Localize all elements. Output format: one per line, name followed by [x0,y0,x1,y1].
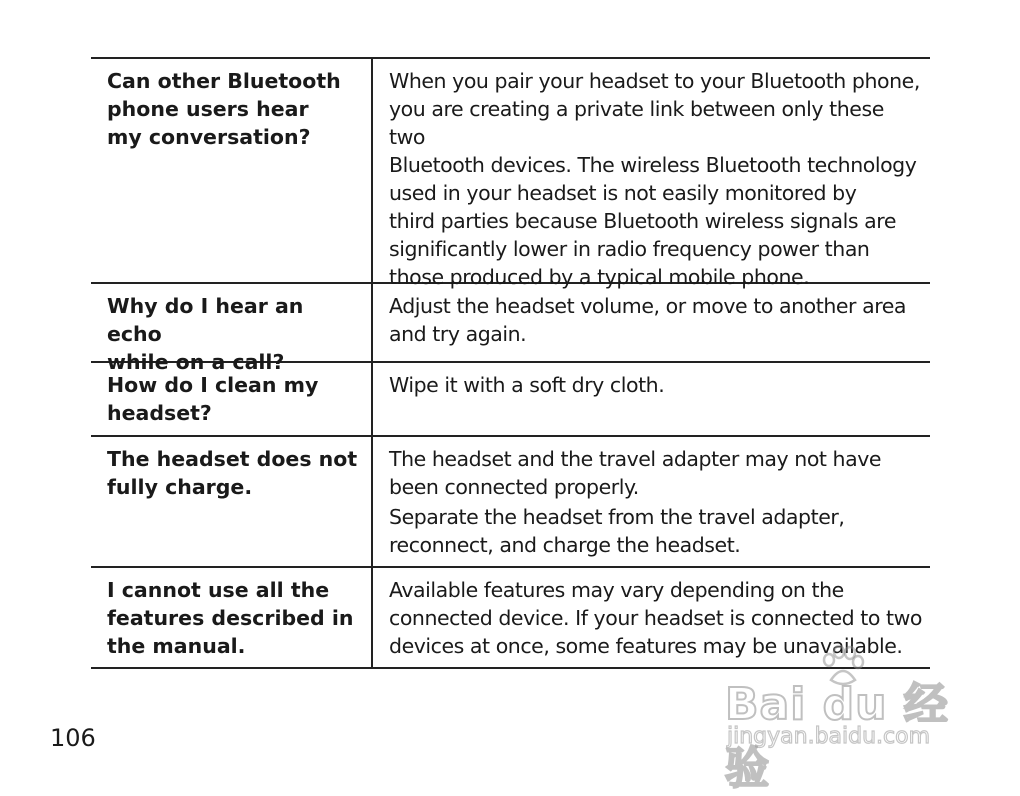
answer-paragraph: Wipe it with a soft dry cloth. [389,373,665,397]
faq-question: I cannot use all the features described in the manual. [91,568,373,667]
faq-question: Can other Bluetooth phone users hear my conversation? [91,59,373,282]
page-number: 106 [50,724,96,752]
answer-paragraph: Available features may vary depending on the connected device. If your headset is connected to two devices at once, some features may be unavailable. [389,578,922,658]
faq-question: The headset does not fully charge. [91,437,373,566]
watermark-url: jingyan.baidu.com [727,724,931,749]
faq-row [91,437,930,568]
faq-row [91,59,930,289]
faq-row [91,363,930,437]
answer-paragraph: The headset and the travel adapter may not have been connected properly. [389,447,882,499]
watermark-logo: Bai du 经验 [725,679,949,794]
faq-answer [373,437,930,566]
faq-answer [373,284,930,361]
answer-paragraph: Separate the headset from the travel adapter, reconnect, and charge the headset. [389,505,845,557]
answer-paragraph: When you pair your headset to your Bluetooth phone, you are creating a private link between only these two Bluetooth devices. The wireless Bluetooth technology used in your headset is not easily monitored by third parties because Bluetooth wireless signals are significantly lower in radio frequency power than those produced by a typical mobile phone. [389,69,920,289]
faq-table [91,57,930,669]
faq-row [91,284,930,374]
faq-question: How do I clean my headset? [91,363,373,435]
answer-paragraph: Adjust the headset volume, or move to another area and try again. [389,294,907,346]
faq-answer [373,59,930,289]
faq-question: Why do I hear an echo while on a call? [91,284,373,361]
faq-answer [373,363,930,435]
baidu-watermark [725,640,965,794]
